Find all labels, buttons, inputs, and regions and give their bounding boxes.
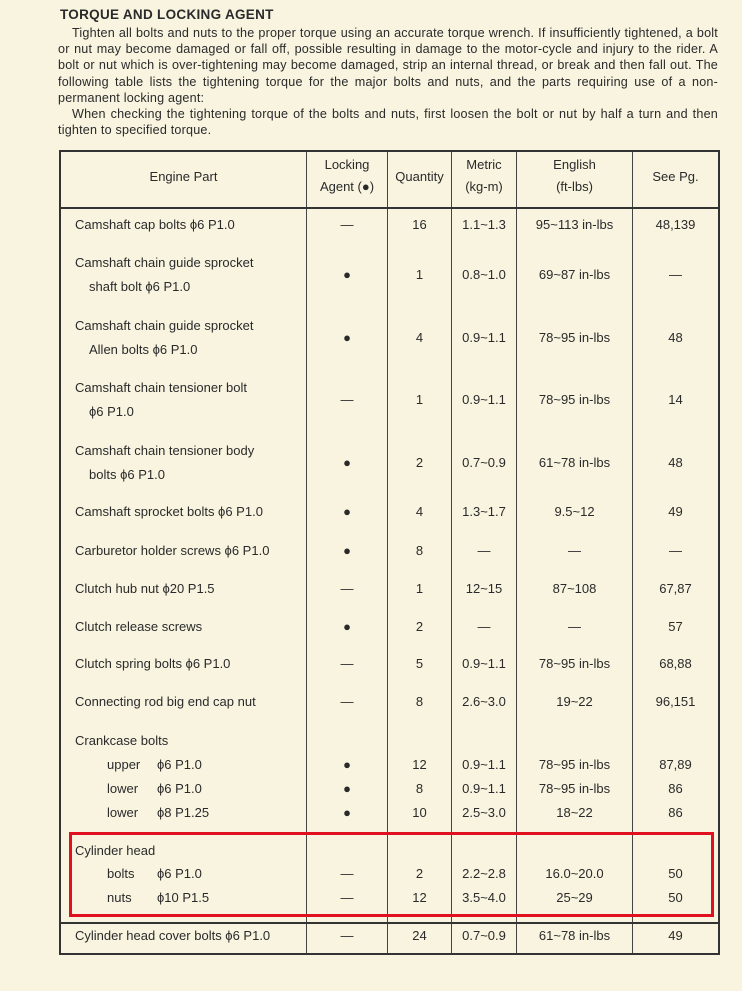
part-name: Camshaft sprocket bolts ϕ6 P1.0 xyxy=(75,504,263,519)
intro-paragraph-2: When checking the tightening torque of the bolts and nuts, first loosen the bolt or nut by half a turn and then tighten to specified torque. xyxy=(58,107,718,138)
locking-agent-mark: — xyxy=(340,581,354,596)
quantity-value: 12 xyxy=(412,890,427,905)
metric-value: 0.7~0.9 xyxy=(462,455,506,470)
locking-agent-mark: — xyxy=(340,928,354,943)
metric-value: 2.5~3.0 xyxy=(462,805,506,820)
see-page-value: 48 xyxy=(668,330,683,345)
metric-value: 0.8~1.0 xyxy=(462,267,506,282)
see-page-value: 50 xyxy=(668,866,683,881)
see-page-value: 57 xyxy=(668,619,683,634)
part-name: Cylinder head cover bolts ϕ6 P1.0 xyxy=(75,928,271,943)
quantity-value: 5 xyxy=(415,656,424,671)
see-page-value: 14 xyxy=(668,392,683,407)
row-divider xyxy=(61,922,718,924)
header-metric-line1: Metric xyxy=(466,157,502,172)
part-name: Connecting rod big end cap nut xyxy=(75,694,256,709)
locking-agent-mark: ● xyxy=(343,267,351,282)
see-page-value: 49 xyxy=(668,928,683,943)
locking-agent-mark: — xyxy=(340,694,354,709)
locking-agent-mark: ● xyxy=(343,781,351,796)
sub-part-size: ϕ10 P1.5 xyxy=(157,890,210,905)
sub-part-name: lower xyxy=(107,781,139,796)
sub-part-name: upper xyxy=(107,757,141,772)
metric-value: 0.9~1.1 xyxy=(462,757,506,772)
quantity-value: 8 xyxy=(415,543,424,558)
header-english-line1: English xyxy=(553,157,596,172)
locking-agent-mark: ● xyxy=(343,757,351,772)
intro-text xyxy=(58,25,718,138)
part-name: Camshaft chain guide sprocket xyxy=(75,318,254,333)
metric-value: 3.5~4.0 xyxy=(462,890,506,905)
quantity-value: 16 xyxy=(412,217,427,232)
metric-value: 1.3~1.7 xyxy=(462,504,506,519)
quantity-value: 4 xyxy=(415,330,424,345)
quantity-value: 10 xyxy=(412,805,427,820)
english-value: 69~87 in-lbs xyxy=(538,267,611,282)
header-metric-line2: (kg-m) xyxy=(465,179,503,194)
see-page-value: — xyxy=(669,267,682,282)
group-label: Cylinder head xyxy=(75,843,156,858)
quantity-value: 1 xyxy=(415,392,424,407)
header-locking-agent xyxy=(307,154,387,198)
locking-agent-mark: — xyxy=(340,890,354,905)
see-page-value: 68,88 xyxy=(659,656,692,671)
see-page-value: 48,139 xyxy=(655,217,696,232)
sub-part-name: bolts xyxy=(107,866,135,881)
header-locking-line1: Locking xyxy=(324,157,370,172)
header-locking-line2: Agent (●) xyxy=(319,179,375,194)
sub-part-name: lower xyxy=(107,805,139,820)
quantity-value: 2 xyxy=(415,866,424,881)
see-page-value: 49 xyxy=(668,504,683,519)
metric-value: 0.9~1.1 xyxy=(462,330,506,345)
section-title: TORQUE AND LOCKING AGENT xyxy=(60,7,274,22)
locking-agent-mark: — xyxy=(340,866,354,881)
english-value: 87~108 xyxy=(552,581,597,596)
english-value: — xyxy=(568,619,581,634)
sub-part-name: nuts xyxy=(107,890,132,905)
metric-value: — xyxy=(477,543,491,558)
part-name: Clutch hub nut ϕ20 P1.5 xyxy=(75,581,215,596)
locking-agent-mark: ● xyxy=(343,805,351,820)
metric-value: 12~15 xyxy=(465,581,503,596)
metric-value: 0.9~1.1 xyxy=(462,392,506,407)
quantity-value: 8 xyxy=(415,781,424,796)
english-value: 61~78 in-lbs xyxy=(538,455,611,470)
english-value: 95~113 in-lbs xyxy=(535,217,614,232)
group-label: Crankcase bolts xyxy=(75,733,169,748)
metric-value: — xyxy=(477,619,491,634)
part-name-line2: ϕ6 P1.0 xyxy=(89,404,134,419)
english-value: 78~95 in-lbs xyxy=(538,330,611,345)
see-page-value: 86 xyxy=(668,805,683,820)
part-name: Clutch spring bolts ϕ6 P1.0 xyxy=(75,656,231,671)
english-value: 78~95 in-lbs xyxy=(538,757,611,772)
locking-agent-mark: ● xyxy=(343,543,351,558)
header-quantity: Quantity xyxy=(395,169,444,184)
see-page-value: — xyxy=(669,543,682,558)
see-page-value: 86 xyxy=(668,781,683,796)
english-value: 78~95 in-lbs xyxy=(538,656,611,671)
header-english-line2: (ft-lbs) xyxy=(556,179,593,194)
locking-agent-mark: ● xyxy=(343,455,351,470)
english-value: 61~78 in-lbs xyxy=(538,928,611,943)
locking-agent-mark: ● xyxy=(343,504,351,519)
quantity-value: 2 xyxy=(415,455,424,470)
quantity-value: 12 xyxy=(412,757,427,772)
sub-part-size: ϕ6 P1.0 xyxy=(157,866,202,881)
metric-value: 1.1~1.3 xyxy=(462,217,506,232)
quantity-value: 1 xyxy=(415,267,424,282)
header-divider xyxy=(61,207,718,209)
english-value: 25~29 xyxy=(556,890,593,905)
english-value: 19~22 xyxy=(556,694,593,709)
quantity-value: 4 xyxy=(415,504,424,519)
locking-agent-mark: ● xyxy=(343,619,351,634)
sub-part-size: ϕ8 P1.25 xyxy=(157,805,210,820)
sub-part-size: ϕ6 P1.0 xyxy=(157,781,202,796)
see-page-value: 96,151 xyxy=(655,694,696,709)
quantity-value: 24 xyxy=(412,928,427,943)
part-name: Clutch release screws xyxy=(75,619,203,634)
locking-agent-mark: — xyxy=(340,656,354,671)
sub-part-size: ϕ6 P1.0 xyxy=(157,757,202,772)
metric-value: 0.9~1.1 xyxy=(462,781,506,796)
see-page-value: 50 xyxy=(668,890,683,905)
header-english xyxy=(517,154,632,198)
see-page-value: 87,89 xyxy=(659,757,692,772)
english-value: 78~95 in-lbs xyxy=(538,392,611,407)
highlight-box xyxy=(69,832,714,917)
english-value: 18~22 xyxy=(556,805,593,820)
part-name: Camshaft chain tensioner body xyxy=(75,443,255,458)
part-name: Camshaft cap bolts ϕ6 P1.0 xyxy=(75,217,235,232)
part-name-line2: bolts ϕ6 P1.0 xyxy=(89,467,165,482)
see-page-value: 48 xyxy=(668,455,683,470)
part-name: Camshaft chain tensioner bolt xyxy=(75,380,247,395)
part-name-line2: Allen bolts ϕ6 P1.0 xyxy=(89,342,198,357)
locking-agent-mark: ● xyxy=(343,330,351,345)
metric-value: 0.9~1.1 xyxy=(462,656,506,671)
locking-agent-mark: — xyxy=(340,392,354,407)
english-value: 78~95 in-lbs xyxy=(538,781,611,796)
intro-paragraph-1: Tighten all bolts and nuts to the proper torque using an accurate torque wrench. If insufficiently tightened, a bolt or nut may become damaged or fall off, possible resulting in damage to the motor-cycle and injury to the rider. A bolt or nut which is over-tightening may become damaged, strip an internal thread, or break and then fall out. The following table lists the tightening torque for the major bolts and nuts, and the parts requiring use of a non-permanent locking agent: xyxy=(58,26,718,105)
quantity-value: 8 xyxy=(415,694,424,709)
metric-value: 0.7~0.9 xyxy=(462,928,506,943)
part-name: Camshaft chain guide sprocket xyxy=(75,255,254,270)
part-name: Carburetor holder screws ϕ6 P1.0 xyxy=(75,543,270,558)
english-value: 9.5~12 xyxy=(554,504,595,519)
part-name-line2: shaft bolt ϕ6 P1.0 xyxy=(89,279,191,294)
quantity-value: 2 xyxy=(415,619,424,634)
english-value: 16.0~20.0 xyxy=(545,866,604,881)
english-value: — xyxy=(568,543,581,558)
metric-value: 2.2~2.8 xyxy=(462,866,506,881)
header-metric xyxy=(452,154,516,198)
metric-value: 2.6~3.0 xyxy=(462,694,506,709)
header-see-page: See Pg. xyxy=(652,169,699,184)
locking-agent-mark: — xyxy=(340,217,354,232)
see-page-value: 67,87 xyxy=(659,581,692,596)
quantity-value: 1 xyxy=(415,581,424,596)
header-engine-part: Engine Part xyxy=(149,169,218,184)
